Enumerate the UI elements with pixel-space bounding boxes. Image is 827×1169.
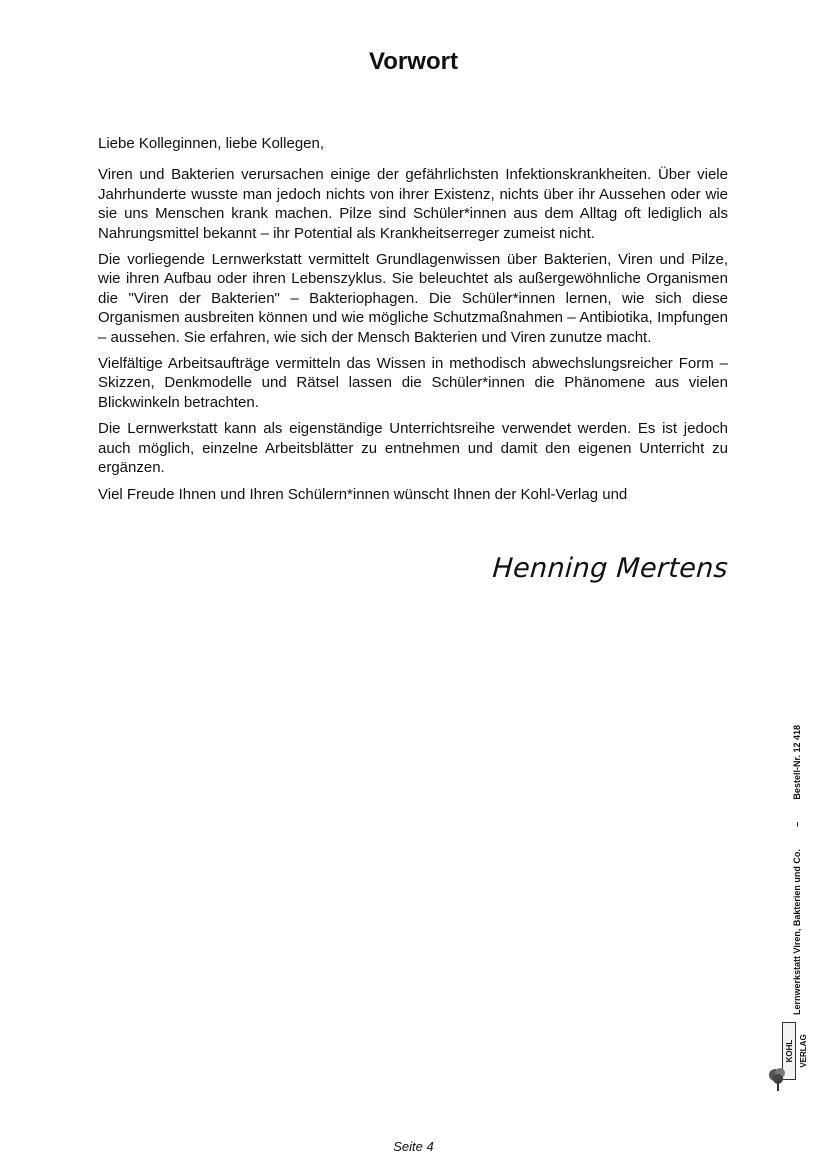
paragraph-closing: Viel Freude Ihnen und Ihren Schülern*innen wünscht Ihnen der Kohl-Verlag und — [98, 485, 628, 503]
tree-icon — [768, 1066, 788, 1092]
page-number: Seite 4 — [393, 1139, 434, 1154]
side-imprint — [789, 725, 805, 1015]
side-product-title: Lernwerkstatt Viren, Bakterien und Co. — [792, 849, 802, 1015]
paragraph-methods: Vielfältige Arbeitsaufträge vermitteln das Wissen in methodisch abwechslungsreicher Form – Skizzen, Denkmodelle und Rätsel lassen die Schüler*innen die Phänomene aus vielen Blickwinkeln betrachten. — [98, 355, 728, 411]
author-signature: Henning Mertens — [491, 553, 730, 584]
paragraph-content: Die vorliegende Lernwerkstatt vermittelt Grundlagenwissen über Bakterien, Viren und Pilze, wie ihren Aufbau oder ihren Lebenszyklus. Sie beleuchtet als außergewöhnliche Organismen die "Viren der Bakterien" – Bakteriophagen. Die Schüler*innen lernen, wie sich diese Organismen ausbreiten können und wie mögliche Schutzmaßnahmen – Antibiotika, Impfungen – aussehen. Sie erfahren, wie sich der Mensch Bakterien und Viren zunutze macht. — [98, 251, 728, 346]
publisher-logo-text: KOHL VERLAG — [782, 1022, 796, 1080]
paragraph-intro: Viren und Bakterien verursachen einige der gefährlichsten Infektionskrankheiten. Über viele Jahrhunderte wusste man jedoch nichts von ihrer Existenz, nichts über ihr Aussehen oder wie sie uns Menschen krank machen. Pilze sind Schüler*innen aus dem Alltag oft lediglich als Nahrungsmittel bekannt – ihr Potential als Krankheitserreger zumeist nicht. — [98, 166, 728, 242]
paragraph-usage: Die Lernwerkstatt kann als eigenständige Unterrichtsreihe verwendet werden. Es ist jedoch auch möglich, einzelne Arbeitsblätter zu entnehmen und damit den eigenen Unterricht zu ergänzen. — [98, 420, 728, 477]
side-separator: – — [792, 821, 802, 827]
body-text — [98, 134, 728, 511]
side-order-number: Bestell-Nr. 12 418 — [792, 725, 802, 800]
salutation: Liebe Kolleginnen, liebe Kollegen, — [98, 135, 325, 152]
page-title: Vorwort — [369, 48, 458, 75]
publisher-logo — [768, 1022, 808, 1094]
